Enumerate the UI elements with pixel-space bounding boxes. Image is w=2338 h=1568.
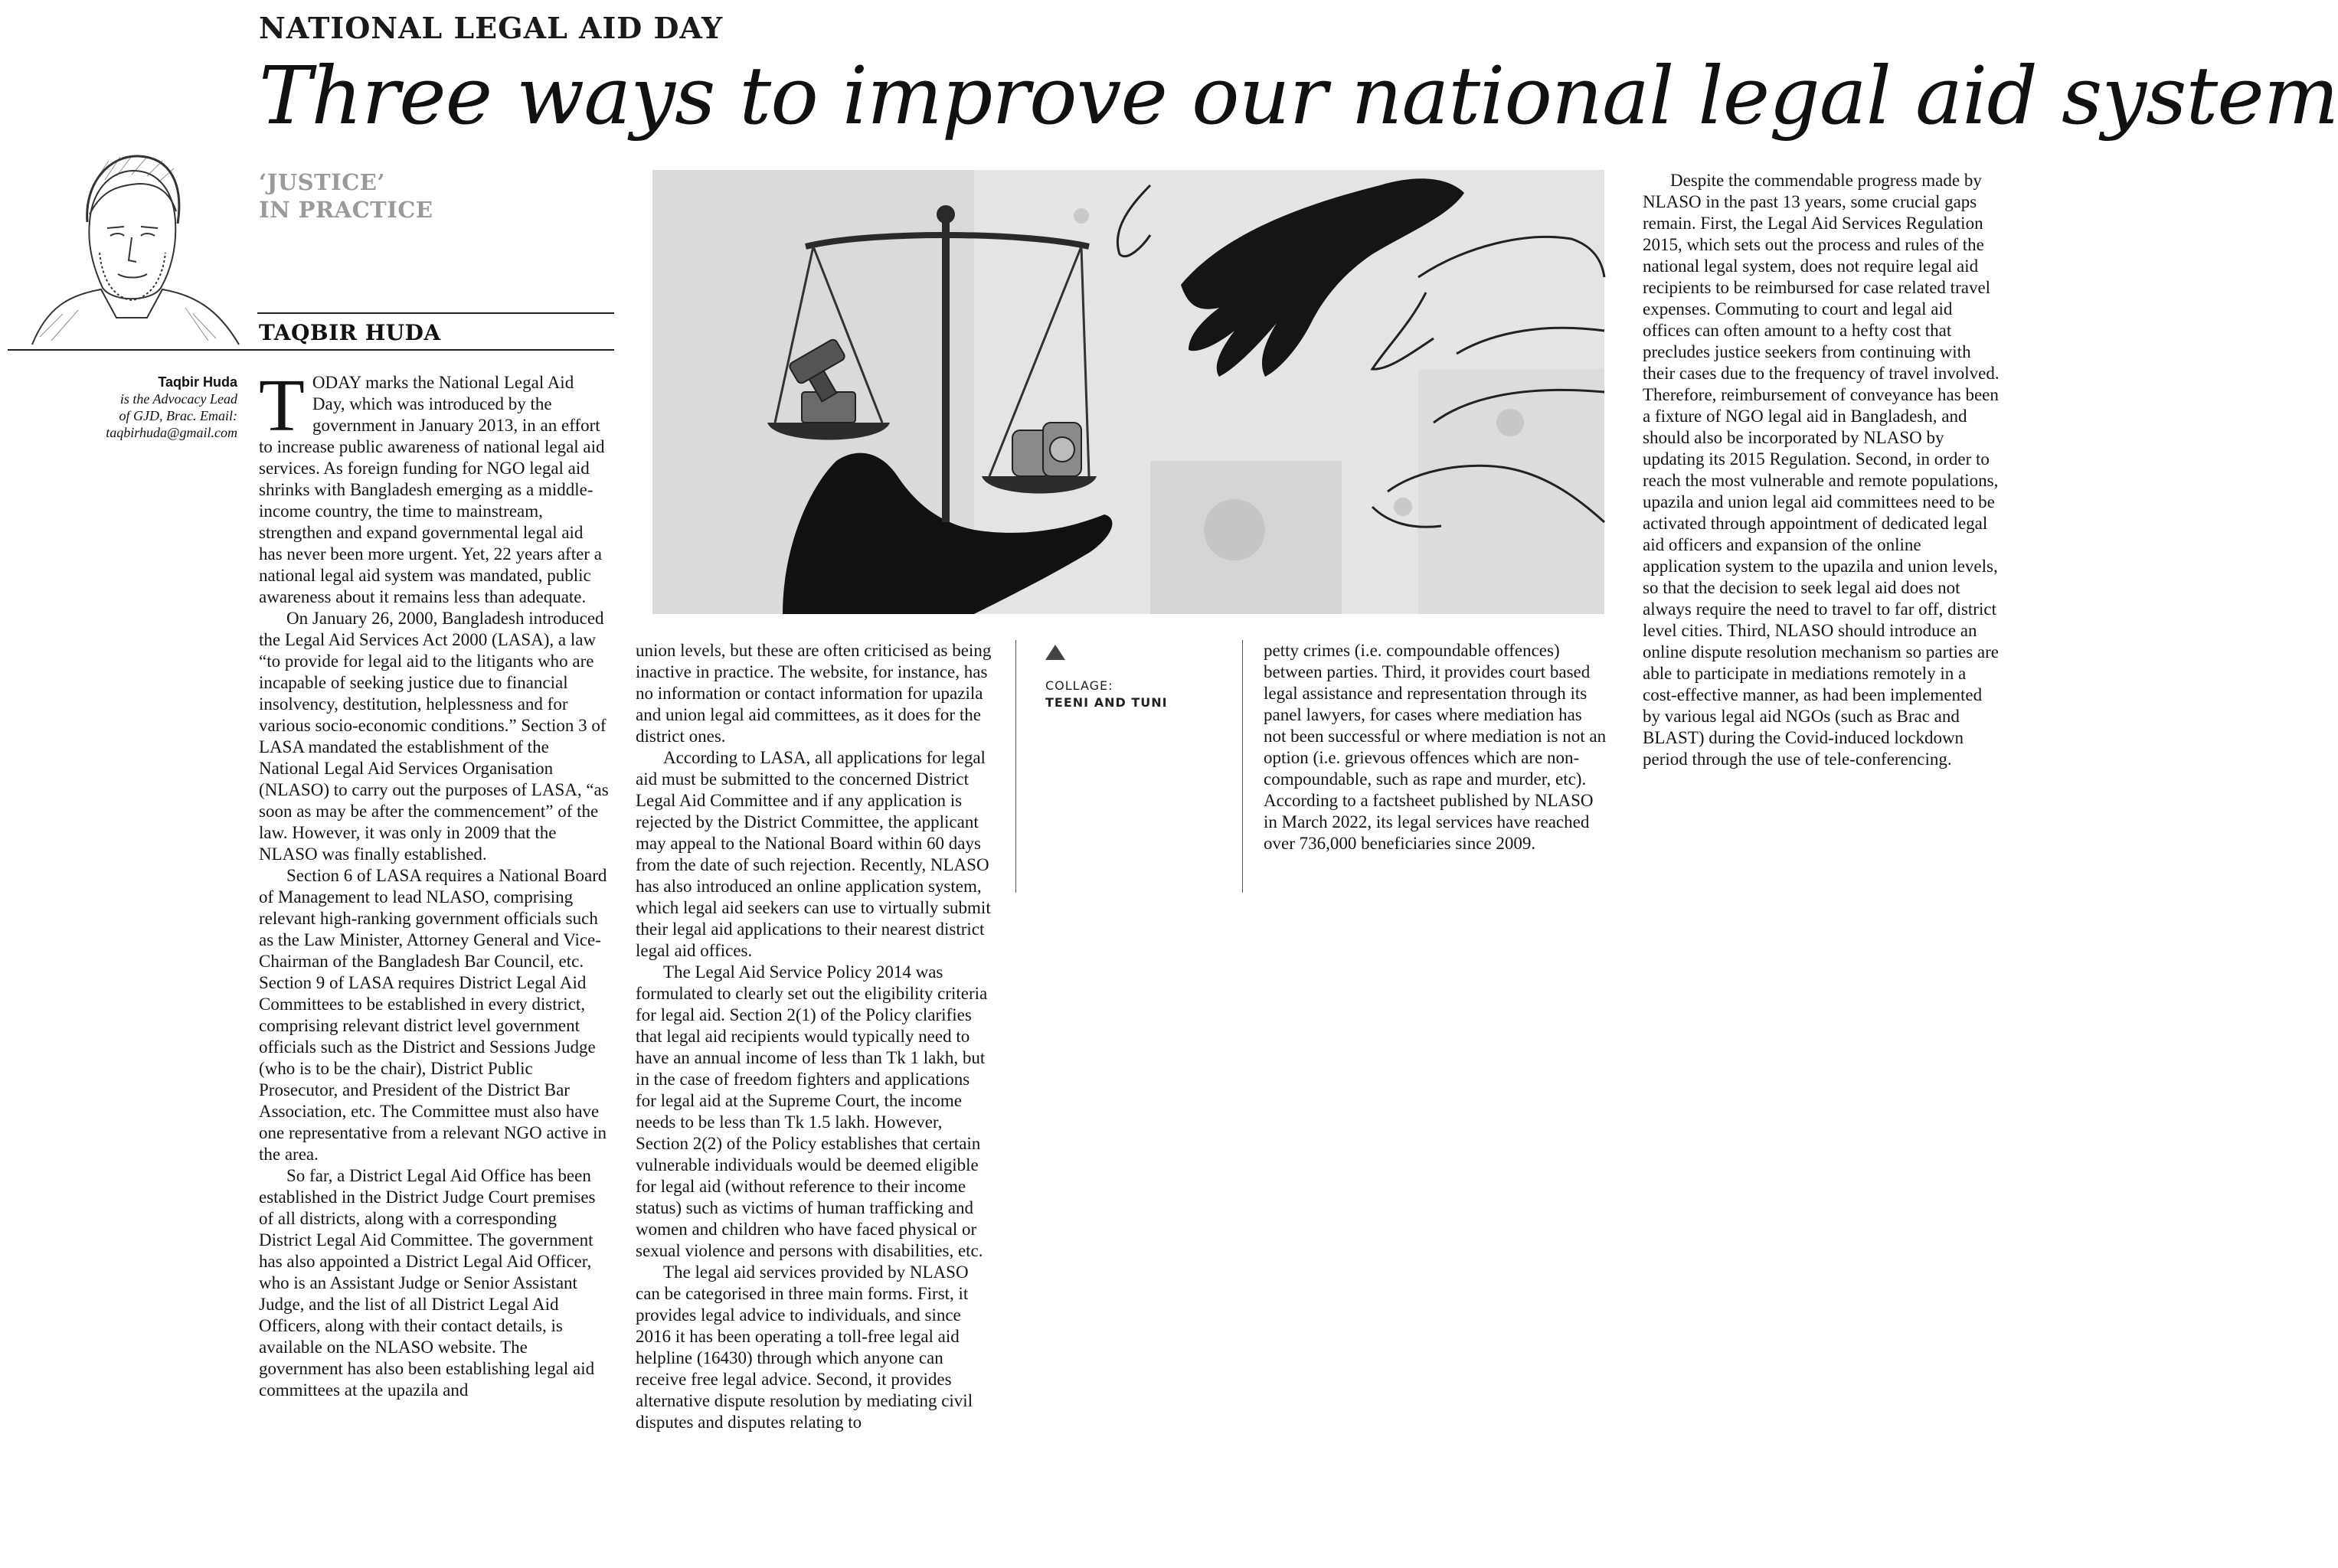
paragraph: Section 6 of LASA requires a National Board of Management to lead NLASO, comprising relevant high-ranking government officials such as the Law Minister, Attorney General and Vice-Chairman of the Bangladesh Bar Council, etc. Section 9 of LASA requires District Legal Aid Committees to be established in every district, comprising relevant district level government officials such as the District and Sessions Judge (who is to be the chair), District Public Prosecutor, and President of the District Bar Association, etc. The Committee must also have one representative from a relevant NGO active in the area.	[259, 866, 607, 1164]
paragraph: According to LASA, all applications for legal aid must be submitted to the concerned District Legal Aid Committee and if any application is rejected by the District Committee, the applicant may appeal to the National Board within 60 days from the date of such rejection. Recently, NLASO has also introduced an online application system, which legal aid seekers can use to virtually submit their legal aid applications to their nearest district legal aid offices.	[636, 748, 991, 960]
bio-line-1: is the Advocacy Lead	[119, 391, 237, 407]
caption-rule-left	[1015, 640, 1016, 893]
article-column-1	[259, 364, 610, 1563]
article-column-3	[1264, 640, 1608, 900]
byline-bottom-rule	[8, 349, 614, 351]
headline: Three ways to improve our national legal aid system	[259, 49, 2338, 142]
byline: TAQBIR HUDA	[259, 320, 441, 345]
column-series-label	[259, 168, 433, 224]
paragraph: Despite the commendable progress made by NLASO in the past 13 years, some crucial gaps remain. First, the Legal Aid Services Regulation 2015, which sets out the process and rules of the national legal system, does not require legal aid recipients to be reimbursed for case related travel expenses. Commuting to court and legal aid offices can often amount to a hefty cost that precludes justice seekers from continuing with their cases due to the frequency of travel involved. Therefore, reimbursement of conveyance has been a fixture of NGO legal aid in Bangladesh, and should also be incorporated by NLASO by updating its 2015 Regulation. Second, in order to reach the most vulnerable and remote populations, upazila and union legal aid committees need to be activated through appointment of dedicated legal aid officers and expansion of the online application system to the upazila and union levels, so that the decision to seek legal aid does not always require the need to travel to far off, district level cities. Third, NLASO should introduce an online dispute resolution mechanism so parties are able to participate in mediations remotely in a cost-effective manner, as had been implemented by various legal aid NGOs (such as Brac and BLAST) during the Covid-induced lockdown period through the use of tele-conferencing.	[1643, 171, 2000, 769]
author-bio	[38, 374, 237, 441]
bio-name: Taqbir Huda	[158, 374, 237, 390]
series-line-1: ‘JUSTICE’	[259, 169, 385, 195]
paragraph	[259, 364, 610, 608]
caption-credit: TEENI AND TUNI	[1045, 695, 1168, 710]
author-portrait	[17, 138, 247, 348]
article-column-2	[636, 640, 992, 1563]
byline-rule	[257, 312, 614, 314]
paragraph: The Legal Aid Service Policy 2014 was formulated to clearly set out the eligibility criteria for legal aid. Section 2(1) of the Policy clarifies that legal aid recipients would typically need to have an annual income of less than Tk 1 lakh, but in the case of freedom fighters and applications for legal aid at the Supreme Court, the income needs to be less than Tk 1.5 lakh. However, Section 2(2) of the Policy establishes that certain vulnerable individuals would be deemed eligible for legal aid (without reference to their income status) such as victims of human trafficking and women and children who have faced physical or sexual violence and persons with disabilities, etc.	[636, 962, 988, 1260]
article-column-4	[1643, 170, 2000, 897]
paragraph: On January 26, 2000, Bangladesh introduced the Legal Aid Services Act 2000 (LASA), a law “to provide for legal aid to the litigants who are incapable of seeking justice due to financial insolvency, destitution, helplessness and for various socio-economic conditions.” Section 3 of LASA mandated the establishment of the National Legal Aid Services Organisation (NLASO) to carry out the purposes of LASA, “as soon as may be after the commencement” of the law. However, it was only in 2009 that the NLASO was finally established.	[259, 609, 609, 864]
section-kicker: NATIONAL LEGAL AID DAY	[259, 11, 724, 45]
caption-rule-right	[1242, 640, 1243, 893]
caption-label: COLLAGE:	[1045, 678, 1113, 693]
photo-caption	[1045, 678, 1168, 711]
paragraph: union levels, but these are often criticised as being inactive in practice. The website, for instance, has no information or contact information for upazila and union legal aid committees, as it does for the district ones.	[636, 641, 992, 746]
collage-illustration	[652, 170, 1604, 614]
paragraph-text: ODAY marks the National Legal Aid Day, which was introduced by the government in January 2013, in an effort to increase public awareness of national legal aid services. As foreign funding for NGO legal aid shrinks with Bangladesh emerging as a middle-income country, the time to mainstream, strengthen and expand governmental legal aid has never been more urgent. Yet, 22 years after a national legal aid system was mandated, public awareness about it remains less than adequate.	[259, 373, 605, 606]
caption-arrow-icon	[1045, 645, 1065, 660]
drop-cap: T	[259, 364, 305, 447]
paragraph: So far, a District Legal Aid Office has been established in the District Judge Court premises of all districts, along with a corresponding District Legal Aid Committee. The government has also appointed a District Legal Aid Officer, who is an Assistant Judge or Senior Assistant Judge, and the list of all District Legal Aid Officers, along with their contact details, is available on the NLASO website. The government has also been establishing legal aid committees at the upazila and	[259, 1166, 596, 1400]
paragraph: petty crimes (i.e. compoundable offences) between parties. Third, it provides court based legal assistance and representation through its panel lawyers, for cases where mediation has not been successful or where mediation is not an option (i.e. grievous offences which are non-compoundable, such as rape and murder, etc). According to a factsheet published by NLASO in March 2022, its legal services have reached over 736,000 beneficiaries since 2009.	[1264, 641, 1607, 853]
series-line-2: IN PRACTICE	[259, 197, 433, 223]
paragraph: The legal aid services provided by NLASO can be categorised in three main forms. First, it provides legal advice to individuals, and since 2016 it has been operating a toll-free legal aid helpline (16430) through which anyone can receive free legal advice. Second, it provides alternative dispute resolution by mediating civil disputes and disputes relating to	[636, 1263, 973, 1432]
bio-email: taqbirhuda@gmail.com	[106, 425, 237, 440]
bio-line-2: of GJD, Brac. Email:	[119, 408, 237, 423]
